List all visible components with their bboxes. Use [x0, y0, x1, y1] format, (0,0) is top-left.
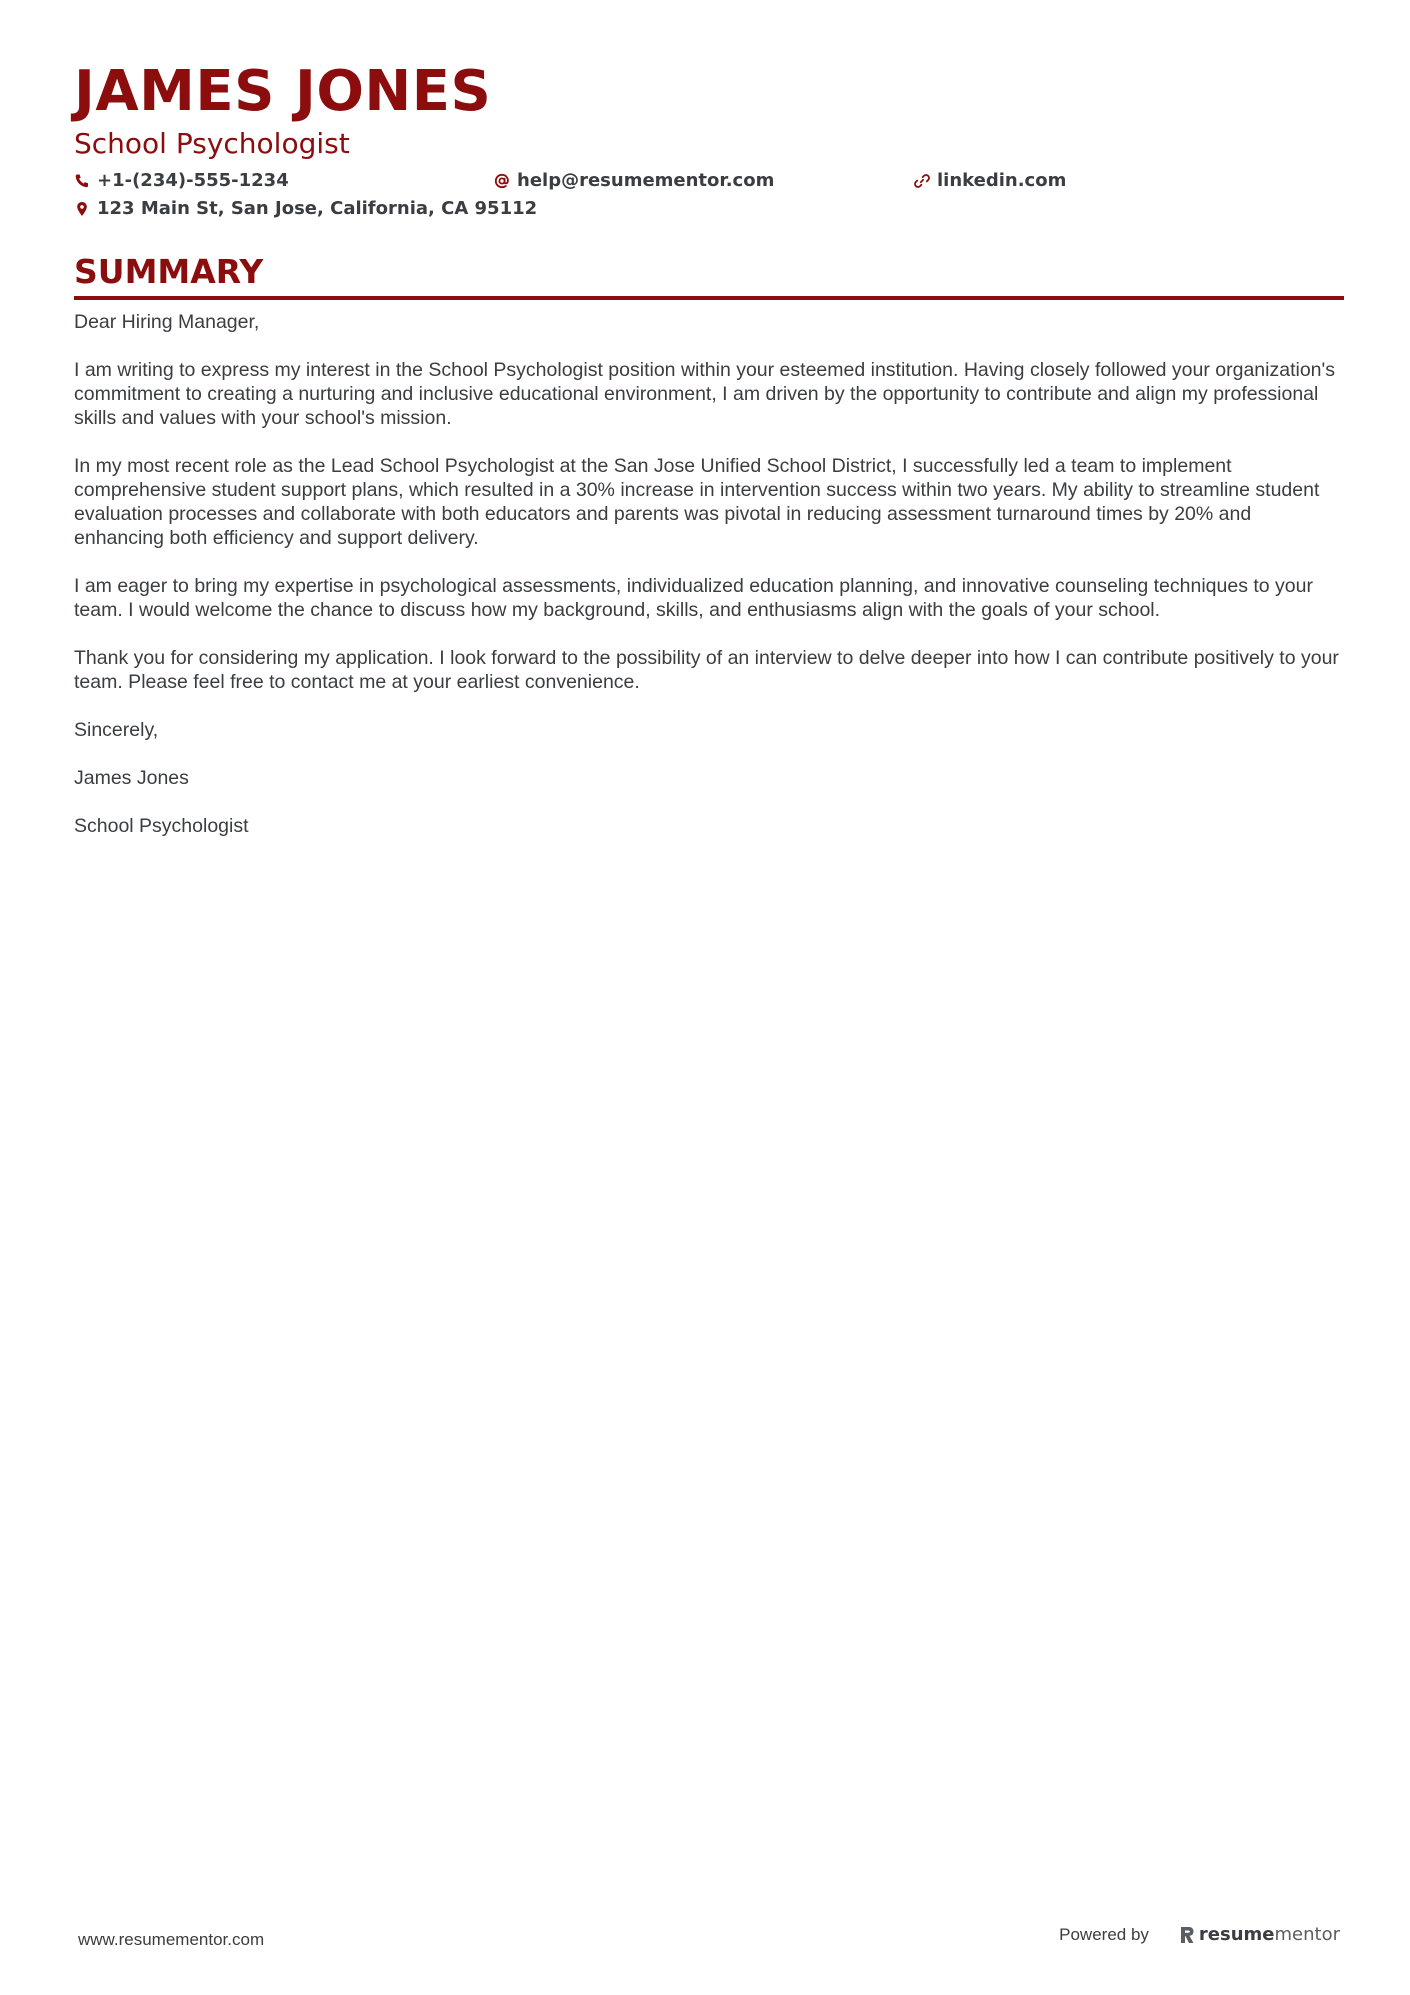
- letter-body: [74, 310, 1344, 838]
- location-pin-icon: [74, 201, 90, 217]
- contact-row-1: [74, 168, 1344, 194]
- contact-row-2: [74, 196, 1344, 222]
- address-text: 123 Main St, San Jose, California, CA 95112: [97, 198, 538, 219]
- email-text: help@resumementor.com: [517, 170, 775, 191]
- contact-linkedin[interactable]: [914, 168, 1066, 194]
- phone-icon: [74, 173, 90, 189]
- candidate-name: JAMES JONES: [74, 59, 492, 124]
- cover-letter-page: [74, 58, 1344, 862]
- contact-address: [74, 196, 537, 222]
- salutation: Dear Hiring Manager,: [74, 311, 260, 333]
- phone-text: +1-(234)-555-1234: [97, 170, 289, 191]
- letter-paragraph: Thank you for considering my application. I look forward to the possibility of an interview to delve deeper into how I can contribute positively to your team. Please feel free to contact me at your earliest convenience.: [74, 647, 1339, 693]
- letter-paragraph: I am writing to express my interest in the School Psychologist position within your esteemed institution. Having closely followed your organization's commitment to creating a nurturing and inclusive educational environment, I am driven by the opportunity to contribute and align my professional skills and values with your school's mission.: [74, 359, 1335, 429]
- brand-logo[interactable]: [1179, 1924, 1340, 1945]
- signature-name: James Jones: [74, 767, 189, 789]
- at-sign-icon: [494, 173, 510, 189]
- contact-email[interactable]: [494, 168, 774, 194]
- linkedin-text: linkedin.com: [937, 170, 1067, 191]
- link-icon: [914, 173, 930, 189]
- letter-paragraph: I am eager to bring my expertise in psychological assessments, individualized education planning, and innovative counseling techniques to your team. I would welcome the chance to discuss how my background, skills, and enthusiasms align with the goals of your school.: [74, 575, 1313, 621]
- section-divider: [74, 296, 1344, 300]
- contact-phone[interactable]: [74, 168, 289, 194]
- resumementor-logo-icon: [1179, 1925, 1195, 1945]
- signature-title: School Psychologist: [74, 815, 249, 837]
- summary-heading: SUMMARY: [74, 252, 264, 291]
- brand-name-mentor: mentor: [1274, 1924, 1340, 1945]
- letter-paragraph: In my most recent role as the Lead School Psychologist at the San Jose Unified School District, I successfully led a team to implement comprehensive student support plans, which resulted in a 30% increase in intervention success within two years. My ability to streamline student evaluation processes and collaborate with both educators and parents was pivotal in reducing assessment turnaround times by 20% and enhancing both efficiency and support delivery.: [74, 455, 1320, 549]
- candidate-title: School Psychologist: [74, 127, 350, 160]
- footer-branding: [1059, 1924, 1340, 1945]
- closing: Sincerely,: [74, 719, 159, 741]
- powered-by-label: Powered by: [1059, 1924, 1149, 1944]
- footer-website[interactable]: www.resumementor.com: [78, 1930, 265, 1949]
- brand-name-resume: resume: [1198, 1924, 1275, 1945]
